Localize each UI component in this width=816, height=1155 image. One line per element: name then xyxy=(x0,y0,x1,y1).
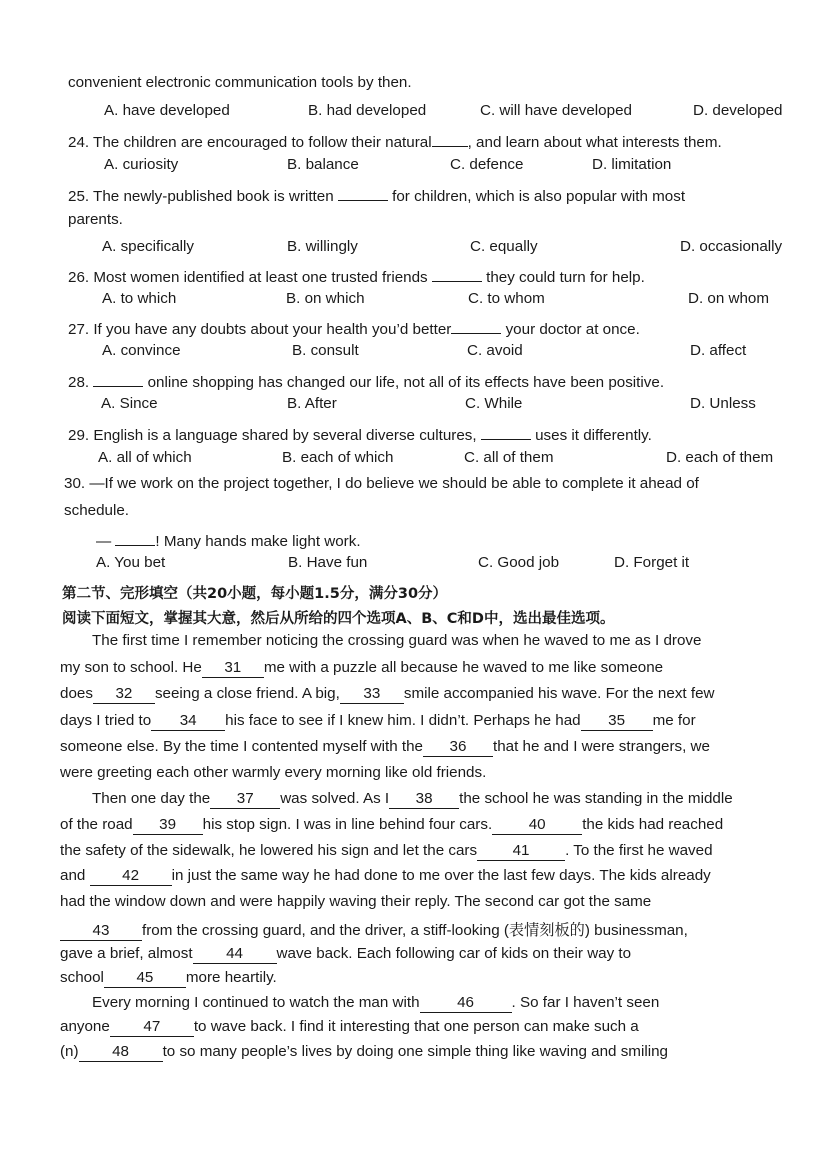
section-heading: 第二节、完形填空（共20小题，每小题1.5分，满分30分） xyxy=(62,586,448,602)
q29-option-c: C. all of them xyxy=(464,449,554,466)
q30-stem: 30. —If we work on the project together, I do believe we should be able to complete it ahead of xyxy=(64,475,699,492)
p1-text: seeing a close friend. A big, xyxy=(154,685,340,702)
q26-option-b: B. on which xyxy=(286,290,365,307)
q27-stem-pre: 27. If you have any doubts about your health you’d better xyxy=(68,321,452,338)
p1-text: days I tried to xyxy=(60,712,152,729)
q30-response xyxy=(96,528,361,550)
p2-line-6 xyxy=(60,919,688,941)
q25-blank xyxy=(338,183,388,201)
p2-text: gave a brief, almost xyxy=(60,945,193,962)
p2-text: Then one day the xyxy=(92,790,211,807)
p3-text: (n) xyxy=(60,1043,79,1060)
q23-option-c: C. will have developed xyxy=(480,102,632,119)
q30-option-c: C. Good job xyxy=(478,554,560,571)
q28-stem-post: online shopping has changed our life, not all of its effects have been positive. xyxy=(147,374,665,391)
p3-text: to wave back. I find it interesting that one person can make such a xyxy=(193,1018,639,1035)
p3-text: . So far I haven’t seen xyxy=(511,994,660,1011)
q25-option-c: C. equally xyxy=(470,238,538,255)
q30-stem-cont: schedule. xyxy=(64,502,130,519)
q26-option-c: C. to whom xyxy=(468,290,545,307)
q27-blank xyxy=(451,316,501,334)
p1-line-2 xyxy=(60,659,663,678)
blank-44: 44 xyxy=(193,946,277,964)
blank-43: 43 xyxy=(60,923,142,941)
p1-text: his face to see if I knew him. I didn’t. Perhaps he had xyxy=(225,712,581,729)
p2-text: of the road xyxy=(60,816,133,833)
p2-line-5: had the window down and were happily waving their reply. The second car got the same xyxy=(60,893,652,910)
q26-blank xyxy=(432,264,482,282)
blank-40: 40 xyxy=(492,817,582,835)
p3-text: anyone xyxy=(60,1018,110,1035)
blank-33: 33 xyxy=(340,686,404,704)
q28-option-b: B. After xyxy=(287,395,337,412)
q26-option-a: A. to which xyxy=(102,290,177,307)
p1-text: someone else. By the time I contented myself with the xyxy=(60,738,423,755)
blank-39: 39 xyxy=(133,817,203,835)
q29-stem-pre: 29. English is a language shared by several diverse cultures, xyxy=(68,427,477,444)
blank-41: 41 xyxy=(477,843,565,861)
p2-line-8 xyxy=(60,969,277,988)
q26-stem-post: they could turn for help. xyxy=(486,269,645,286)
q24-stem-post: , and learn about what interests them. xyxy=(467,134,722,151)
blank-47: 47 xyxy=(110,1019,194,1037)
q24-stem xyxy=(68,129,722,151)
blank-48: 48 xyxy=(79,1044,163,1062)
blank-36: 36 xyxy=(423,739,493,757)
q28-option-a: A. Since xyxy=(101,395,158,412)
q26-stem-pre: 26. Most women identified at least one trusted friends xyxy=(68,269,428,286)
q26-option-d: D. on whom xyxy=(688,290,770,307)
q23-stem-tail: convenient electronic communication tools by then. xyxy=(68,74,412,91)
p1-line-1: The first time I remember noticing the crossing guard was when he waved to me as I drove xyxy=(92,632,702,649)
q27-option-b: B. consult xyxy=(292,342,359,359)
q25-option-d: D. occasionally xyxy=(680,238,783,255)
q25-stem-pre: 25. The newly-published book is written xyxy=(68,188,334,205)
blank-35: 35 xyxy=(581,713,653,731)
p2-text: wave back. Each following car of kids on their way to xyxy=(276,945,632,962)
q23-option-d: D. developed xyxy=(693,102,783,119)
p1-text: me with a puzzle all because he waved to me like someone xyxy=(263,659,664,676)
q29-option-b: B. each of which xyxy=(282,449,394,466)
p3-text: to so many people’s lives by doing one simple thing like waving and smiling xyxy=(162,1043,668,1060)
q25-stem-post: for children, which is also popular with most xyxy=(392,188,686,205)
p2-line-1 xyxy=(92,790,733,809)
q30-dash: — xyxy=(96,533,112,550)
blank-31: 31 xyxy=(202,660,264,678)
q24-option-d: D. limitation xyxy=(592,156,672,173)
q30-response-post: ! Many hands make light work. xyxy=(155,533,361,550)
q29-option-d: D. each of them xyxy=(666,449,774,466)
q24-stem-pre: 24. The children are encouraged to follow their natural xyxy=(68,134,432,151)
p2-line-7 xyxy=(60,945,631,964)
p2-text: in just the same way he had done to me over the last few days. The kids already xyxy=(171,867,711,884)
q25-option-b: B. willingly xyxy=(287,238,358,255)
p1-text: my son to school. He xyxy=(60,659,202,676)
q30-option-d: D. Forget it xyxy=(614,554,690,571)
p2-text: the kids had reached xyxy=(582,816,724,833)
blank-32: 32 xyxy=(93,686,155,704)
p1-text: me for xyxy=(652,712,696,729)
q28-stem xyxy=(68,369,664,391)
blank-34: 34 xyxy=(151,713,225,731)
q27-option-a: A. convince xyxy=(102,342,181,359)
q28-option-c: C. While xyxy=(465,395,523,412)
p3-line-2 xyxy=(60,1018,639,1037)
p2-text: from the crossing guard, and the driver, a stiff-looking (表情刻板的) businessman, xyxy=(142,922,688,939)
q29-stem xyxy=(68,422,652,444)
p1-line-6: were greeting each other warmly every morning like old friends. xyxy=(60,764,487,781)
p2-text: the safety of the sidewalk, he lowered his sign and let the cars xyxy=(60,842,478,859)
p2-text: the school he was standing in the middle xyxy=(459,790,733,807)
q27-stem xyxy=(68,316,640,338)
p2-text: and xyxy=(60,867,86,884)
q23-option-b: B. had developed xyxy=(308,102,427,119)
p2-text: more heartily. xyxy=(185,969,277,986)
q30-option-a: A. You bet xyxy=(96,554,166,571)
q24-blank xyxy=(432,129,468,147)
blank-37: 37 xyxy=(210,791,280,809)
q24-option-b: B. balance xyxy=(287,156,359,173)
p2-line-4 xyxy=(60,867,711,886)
q30-option-b: B. Have fun xyxy=(288,554,368,571)
blank-42: 42 xyxy=(90,868,172,886)
q23-option-a: A. have developed xyxy=(104,102,230,119)
p1-line-5 xyxy=(60,738,710,757)
q25-stem xyxy=(68,183,685,205)
p3-line-1 xyxy=(92,994,659,1013)
p1-text: that he and I were strangers, we xyxy=(493,738,710,755)
q26-stem xyxy=(68,264,645,286)
q25-stem-cont: parents. xyxy=(68,211,123,228)
p3-line-3 xyxy=(60,1043,668,1062)
p1-text: smile accompanied his wave. For the next few xyxy=(403,685,715,702)
q29-option-a: A. all of which xyxy=(98,449,192,466)
q24-option-c: C. defence xyxy=(450,156,524,173)
q30-blank xyxy=(115,528,155,546)
q25-option-a: A. specifically xyxy=(102,238,195,255)
p2-line-2 xyxy=(60,816,723,835)
p1-line-4 xyxy=(60,712,696,731)
blank-45: 45 xyxy=(104,970,186,988)
q27-option-c: C. avoid xyxy=(467,342,523,359)
q28-stem-pre: 28. xyxy=(68,374,90,391)
q29-blank xyxy=(481,422,531,440)
p3-text: Every morning I continued to watch the man with xyxy=(92,994,420,1011)
p2-text: his stop sign. I was in line behind four cars. xyxy=(202,816,493,833)
q28-blank xyxy=(93,369,143,387)
blank-46: 46 xyxy=(420,995,512,1013)
p2-text: was solved. As I xyxy=(280,790,390,807)
blank-38: 38 xyxy=(389,791,459,809)
section-instructions: 阅读下面短文，掌握其大意，然后从所给的四个选项A、B、C和D中，选出最佳选项。 xyxy=(62,611,615,627)
p2-text: . To the first he waved xyxy=(565,842,713,859)
p1-text: does xyxy=(60,685,93,702)
q27-option-d: D. affect xyxy=(690,342,747,359)
p2-line-3 xyxy=(60,842,713,861)
q29-stem-post: uses it differently. xyxy=(535,427,652,444)
q27-stem-post: your doctor at once. xyxy=(505,321,640,338)
p2-text: school xyxy=(60,969,104,986)
q24-option-a: A. curiosity xyxy=(104,156,179,173)
q28-option-d: D. Unless xyxy=(690,395,756,412)
p1-line-3 xyxy=(60,685,714,704)
